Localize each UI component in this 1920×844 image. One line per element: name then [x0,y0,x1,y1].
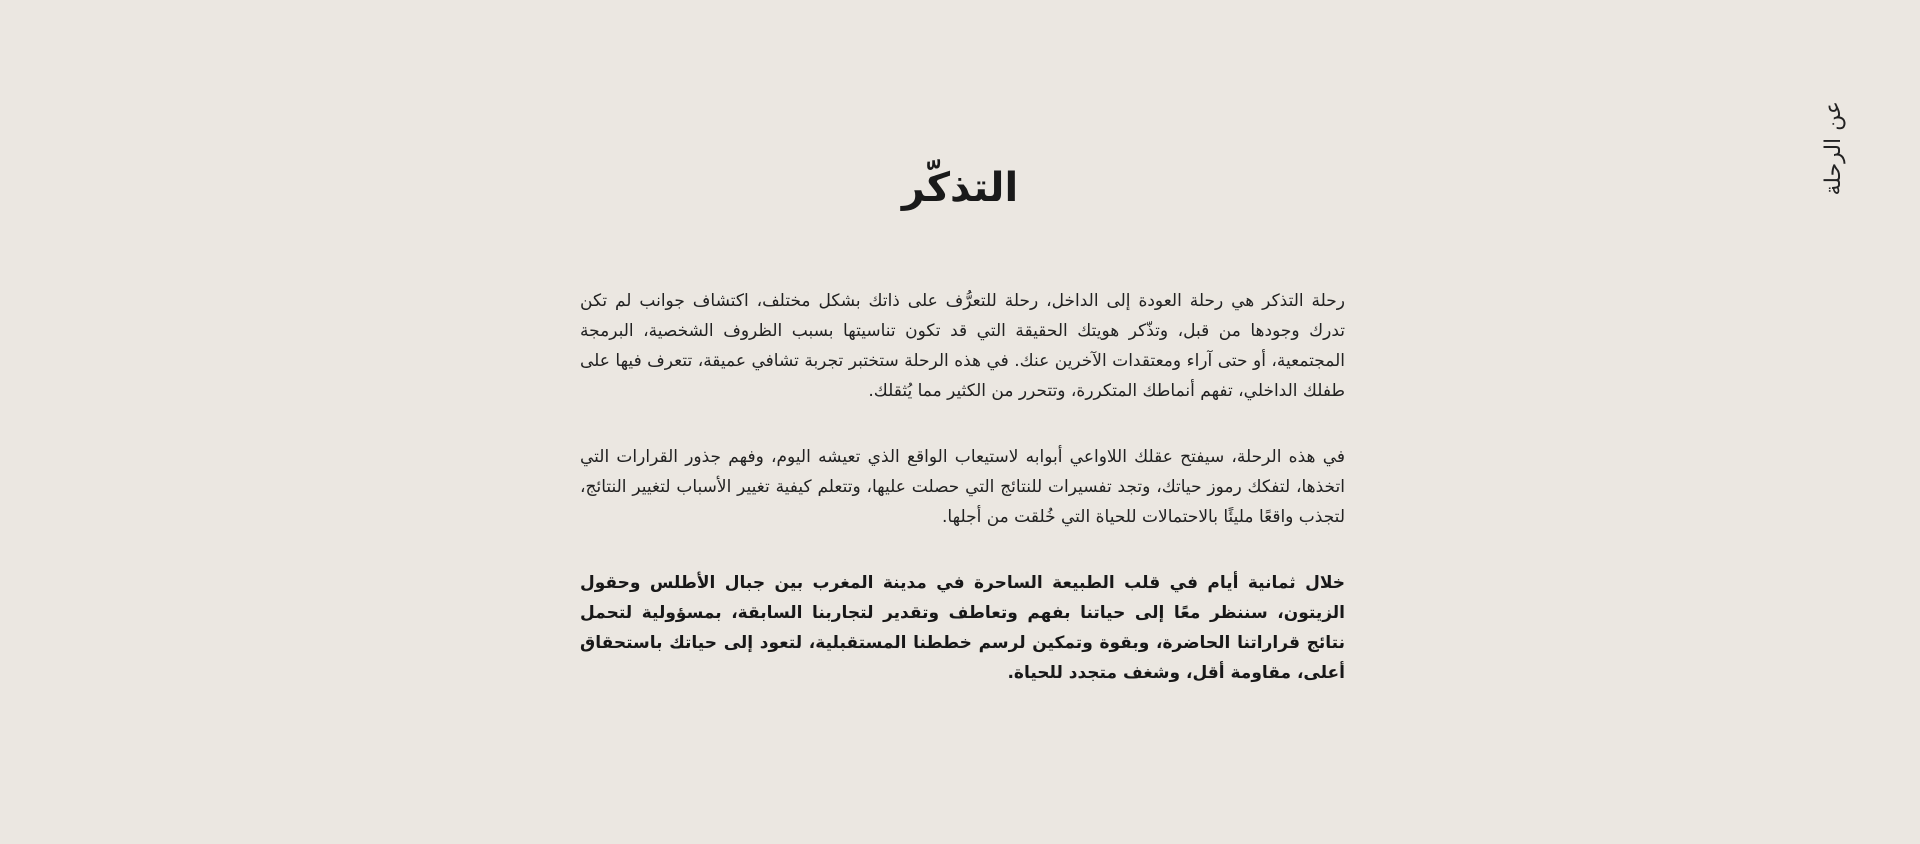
nav-link-about-journey[interactable]: عن الرحلة [1820,100,1846,196]
side-nav [1820,98,1846,198]
main-content [580,286,1345,688]
page-title: التذكّر [901,165,1019,211]
retreat-paragraph: خلال ثمانية أيام في قلب الطبيعة الساحرة في مدينة المغرب بين جبال الأطلس وحقول الزيتون، سننظر معًا إلى حياتنا بفهم وتعاطف وتقدير لتجاربنا السابقة، بمسؤولية لتحمل نتائج قراراتنا الحاضرة، وبقوة وتمكين لرسم خططنا المستقبلية، لتعود إلى حياتك باستحقاق أعلى، مقاومة أقل، وشغف متجدد للحياة. [580,573,1345,683]
journey-paragraph: في هذه الرحلة، سيفتح عقلك اللاواعي أبوابه لاستيعاب الواقع الذي تعيشه اليوم، وفهم جذور القرارات التي اتخذها، لتفكك رموز حياتك، وتجد تفسيرات للنتائج التي حصلت عليها، وتتعلم كيفية تغيير الأسباب لتغيير النتائج، لتجذب واقعًا مليئًا بالاحتمالات للحياة التي خُلقت من أجلها. [580,447,1345,527]
intro-paragraph: رحلة التذكر هي رحلة العودة إلى الداخل، رحلة للتعرُّف على ذاتك بشكل مختلف، اكتشاف جوانب لم تكن تدرك وجودها من قبل، وتذّكر هويتك الحقيقة التي قد تكون تناسيتها بسبب الظروف الشخصية، البرمجة المجتمعية، أو حتى آراء ومعتقدات الآخرين عنك. في هذه الرحلة ستختبر تجربة تشافي عميقة، تتعرف فيها على طفلك الداخلي، تفهم أنماطك المتكررة، وتتحرر من الكثير مما يُثقلك. [580,291,1345,401]
